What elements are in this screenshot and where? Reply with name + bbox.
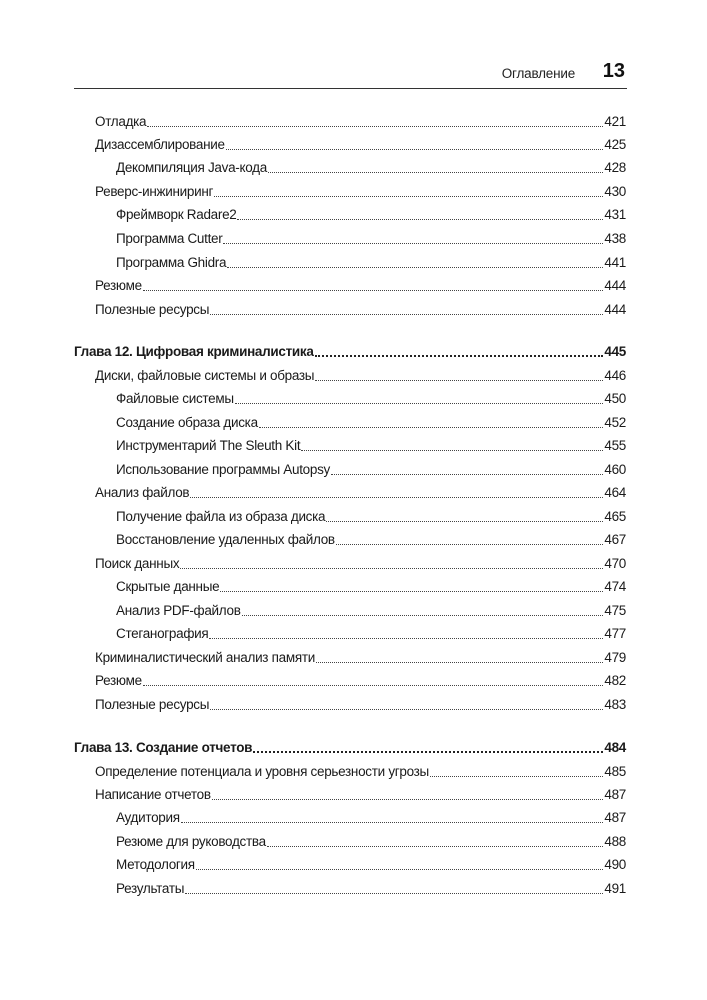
dot-leader	[235, 403, 604, 404]
dot-leader	[315, 355, 604, 357]
toc-entry-page: 450	[604, 391, 626, 406]
dot-leader	[315, 380, 603, 381]
dot-leader	[196, 869, 604, 870]
dot-leader	[210, 314, 603, 315]
toc-entry-page: 421	[604, 114, 626, 129]
toc-entry	[116, 530, 626, 550]
toc-entry-page: 474	[604, 579, 626, 594]
toc-entry	[95, 785, 626, 805]
toc-entry-title: Дизассемблирование	[95, 137, 225, 152]
toc-entry	[95, 671, 626, 691]
header-title: Оглавление	[501, 66, 575, 81]
dot-leader	[242, 615, 604, 616]
toc-entry-title: Восстановление удаленных файлов	[116, 532, 335, 547]
toc-entry	[116, 389, 626, 409]
toc-entry-title: Фреймворк Radare2	[116, 207, 237, 222]
toc-entry-page: 475	[604, 603, 626, 618]
toc-entry	[116, 507, 626, 527]
toc-entry	[116, 205, 626, 225]
dot-leader	[430, 776, 603, 777]
toc-entry-page: 487	[604, 787, 626, 802]
dot-leader	[316, 662, 603, 663]
running-header	[74, 58, 627, 89]
toc-entry-title: Декомпиляция Java-кода	[116, 160, 267, 175]
toc-entry	[116, 577, 626, 597]
toc-entry-title: Глава 12. Цифровая криминалистика	[74, 344, 314, 359]
toc-entry-title: Диски, файловые системы и образы	[95, 368, 315, 383]
dot-leader	[267, 846, 604, 847]
dot-leader	[212, 799, 604, 800]
toc-entry-title: Написание отчетов	[95, 787, 211, 802]
toc-entry	[95, 300, 626, 320]
dot-leader	[331, 474, 603, 475]
toc-entry	[95, 112, 626, 132]
toc-entry-page: 425	[604, 137, 626, 152]
dot-leader	[227, 267, 603, 268]
toc-entry-page: 428	[604, 160, 626, 175]
dot-leader	[220, 591, 603, 592]
dot-leader	[147, 126, 603, 127]
dot-leader	[336, 544, 604, 545]
toc-entry-title: Программа Ghidra	[116, 255, 227, 270]
toc-entry-page: 465	[604, 509, 626, 524]
toc-entry-page: 430	[604, 184, 626, 199]
toc-entry	[116, 436, 626, 456]
toc-entry	[95, 182, 626, 202]
toc-entry-title: Скрытые данные	[116, 579, 220, 594]
toc-entry	[116, 601, 626, 621]
dot-leader	[268, 172, 603, 173]
toc-entry	[95, 762, 626, 782]
toc-entry-page: 455	[604, 438, 626, 453]
toc-entry-page: 445	[604, 344, 626, 359]
toc-entry-title: Получение файла из образа диска	[116, 509, 326, 524]
dot-leader	[214, 196, 603, 197]
toc-entry-page: 487	[604, 810, 626, 825]
toc-entry-title: Резюме для руководства	[116, 834, 266, 849]
toc-chapter-entry	[74, 342, 626, 362]
toc-entry-page: 477	[604, 626, 626, 641]
toc-entry	[116, 808, 626, 828]
dot-leader	[143, 290, 604, 291]
toc-entry-title: Анализ файлов	[95, 485, 190, 500]
toc-entry	[95, 483, 626, 503]
toc-entry-page: 460	[604, 462, 626, 477]
toc-entry-page: 438	[604, 231, 626, 246]
dot-leader	[185, 893, 603, 894]
toc-entry-title: Полезные ресурсы	[95, 697, 210, 712]
toc-entry-title: Использование программы Autopsy	[116, 462, 330, 477]
toc-entry-title: Результаты	[116, 881, 185, 896]
dot-leader	[253, 751, 603, 753]
toc-entry-title: Определение потенциала и уровня серьезности угрозы	[95, 764, 429, 779]
toc-entry-title: Стеганография	[116, 626, 209, 641]
toc-entry	[116, 624, 626, 644]
toc-entry	[116, 413, 626, 433]
dot-leader	[190, 497, 603, 498]
toc-entry-title: Файловые системы	[116, 391, 234, 406]
toc-entry-page: 483	[604, 697, 626, 712]
toc-entry-title: Методология	[116, 857, 195, 872]
dot-leader	[259, 427, 604, 428]
toc-entry-page: 491	[604, 881, 626, 896]
toc-entry-title: Глава 13. Создание отчетов	[74, 740, 253, 755]
toc-entry-page: 482	[604, 673, 626, 688]
toc-entry-title: Программа Cutter	[116, 231, 223, 246]
dot-leader	[301, 450, 603, 451]
toc-entry-page: 467	[604, 532, 626, 547]
toc-entry	[95, 554, 626, 574]
toc-chapter-entry	[74, 738, 626, 758]
toc-entry-title: Отладка	[95, 114, 147, 129]
toc-entry-title: Резюме	[95, 278, 142, 293]
toc-entry-page: 444	[604, 302, 626, 317]
toc-entry-title: Криминалистический анализ памяти	[95, 650, 315, 665]
toc-entry	[95, 366, 626, 386]
toc-entry-page: 484	[604, 740, 626, 755]
toc-entry	[116, 460, 626, 480]
toc-entry-page: 431	[604, 207, 626, 222]
header-page-number: 13	[602, 60, 625, 82]
dot-leader	[226, 149, 604, 150]
toc-entry-title: Резюме	[95, 673, 142, 688]
toc-entry-page: 479	[604, 650, 626, 665]
dot-leader	[326, 521, 603, 522]
dot-leader	[143, 685, 604, 686]
toc-entry-title: Создание образа диска	[116, 415, 258, 430]
toc-entry-page: 444	[604, 278, 626, 293]
toc-entry-page: 452	[604, 415, 626, 430]
dot-leader	[181, 822, 604, 823]
toc-entry	[95, 695, 626, 715]
dot-leader	[209, 638, 603, 639]
dot-leader	[180, 568, 603, 569]
toc-entry-title: Реверс-инжиниринг	[95, 184, 214, 199]
toc-entry-page: 446	[604, 368, 626, 383]
toc-entry	[116, 879, 626, 899]
toc-entry	[116, 832, 626, 852]
toc-entry-title: Полезные ресурсы	[95, 302, 210, 317]
toc-entry-title: Поиск данных	[95, 556, 180, 571]
toc-entry	[95, 135, 626, 155]
toc-entry	[95, 276, 626, 296]
dot-leader	[237, 219, 603, 220]
dot-leader	[210, 709, 603, 710]
toc-entry-page: 485	[604, 764, 626, 779]
toc-entry	[95, 648, 626, 668]
toc-entry	[116, 855, 626, 875]
toc-entry-page: 441	[604, 255, 626, 270]
toc-entry-page: 490	[604, 857, 626, 872]
toc-entry-page: 470	[604, 556, 626, 571]
toc-entry-title: Аудитория	[116, 810, 180, 825]
toc-entry-page: 488	[604, 834, 626, 849]
toc-entry-page: 464	[604, 485, 626, 500]
toc-entry-title: Инструментарий The Sleuth Kit	[116, 438, 301, 453]
toc-entry	[116, 158, 626, 178]
toc-entry-title: Анализ PDF-файлов	[116, 603, 241, 618]
toc-entry	[116, 229, 626, 249]
toc-entry	[116, 253, 626, 273]
dot-leader	[223, 243, 603, 244]
